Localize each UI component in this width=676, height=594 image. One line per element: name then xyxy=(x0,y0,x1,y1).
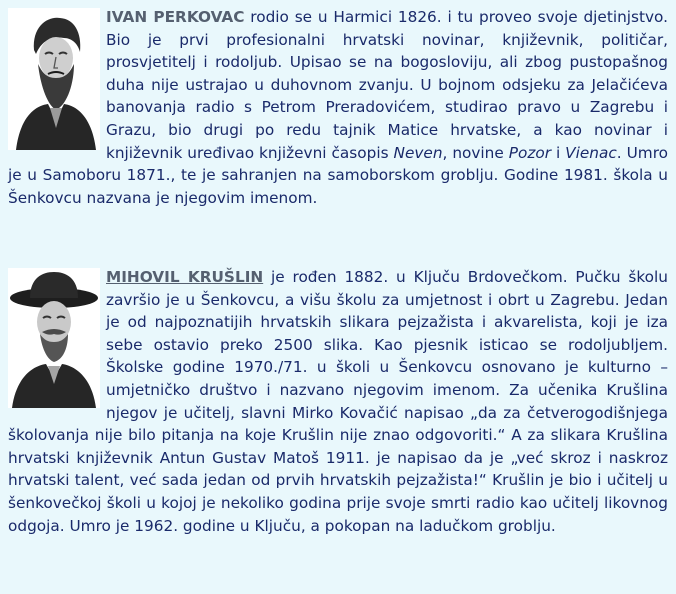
bio-text: i xyxy=(551,143,566,162)
portrait-man-with-hat-icon xyxy=(8,268,100,408)
bio-italic-title: Neven xyxy=(393,143,443,162)
bio-italic-title: Pozor xyxy=(508,143,552,162)
portrait-kruslin xyxy=(8,268,100,408)
bio-text: je rođen 1882. u Ključu Brdovečkom. Pučku školu završio je u Šenkovcu, a višu školu za umjetnost i obrt u Zagrebu. Jedan je od najpoznatijih hrvatskih slikara pejzažista i akvarelista, koji je iza sebe ostavio preko 2500 slika. Kao pjesnik isticao se rodoljubljem. Školske godine 1970./71. u školi u Šenkovcu osnovano je kulturno – umjetničko društvo i nazvano njegovim imenom. Za učenika Krušlina njegov je učitelj, slavni Mirko Kovačić napisao „da za četverogodišnjega školovanja nije bilo pitanja na koje Krušlin nije znao odgovoriti.“ A za slikara Krušlina hrvatski književnik Antun Gustav Matoš 1911. je napisao da je „već skroz i naskroz hrvatski talent, već sada jedan od prvih hrvatskih pejzažista!“ Krušlin je bio i učitelj u šenkovečkoj školi u kojoj je nekoliko godina prije svoje smrti radio kao učitelj likovnog odgoja. Umro je 1962. godine u Ključu, a pokopan na ladučkom groblju. xyxy=(8,268,668,535)
bio-italic-title: Vienac xyxy=(565,143,617,162)
bio-text: . Umro je u Samoboru 1871., te je sahranjen na samoborskom groblju. Godine 1981. škola u Šenkovcu nazvana je njegovim imenom. xyxy=(8,143,669,207)
portrait-perkovac xyxy=(8,8,100,150)
bio-ivan-perkovac xyxy=(8,6,668,209)
bio-mihovil-kruslin xyxy=(8,266,668,537)
portrait-bearded-man-icon xyxy=(8,8,100,150)
bio-name-link[interactable]: MIHOVIL KRUŠLIN xyxy=(106,268,264,286)
bio-text: rodio se u Harmici 1826. i tu proveo svoje djetinjstvo. Bio je prvi profesionalni hrvatski novinar, književnik, političar, prosvjetitelj i rodoljub. Upisao se na bogosloviju, ali zbog pustopašnog duha nije ustrajao u duhovnom zvanju. U bojnom odsjeku za Jelačićeva banovanja radio s Petrom Preradovićem, studirao pravo u Zagrebu i Grazu, bio drugi po redu tajnik Matice hrvatske, a kao novinar i književnik uređivao književni časopis xyxy=(106,8,668,162)
bio-name: IVAN PERKOVAC xyxy=(106,8,245,26)
bio-text: , novine xyxy=(442,143,509,162)
